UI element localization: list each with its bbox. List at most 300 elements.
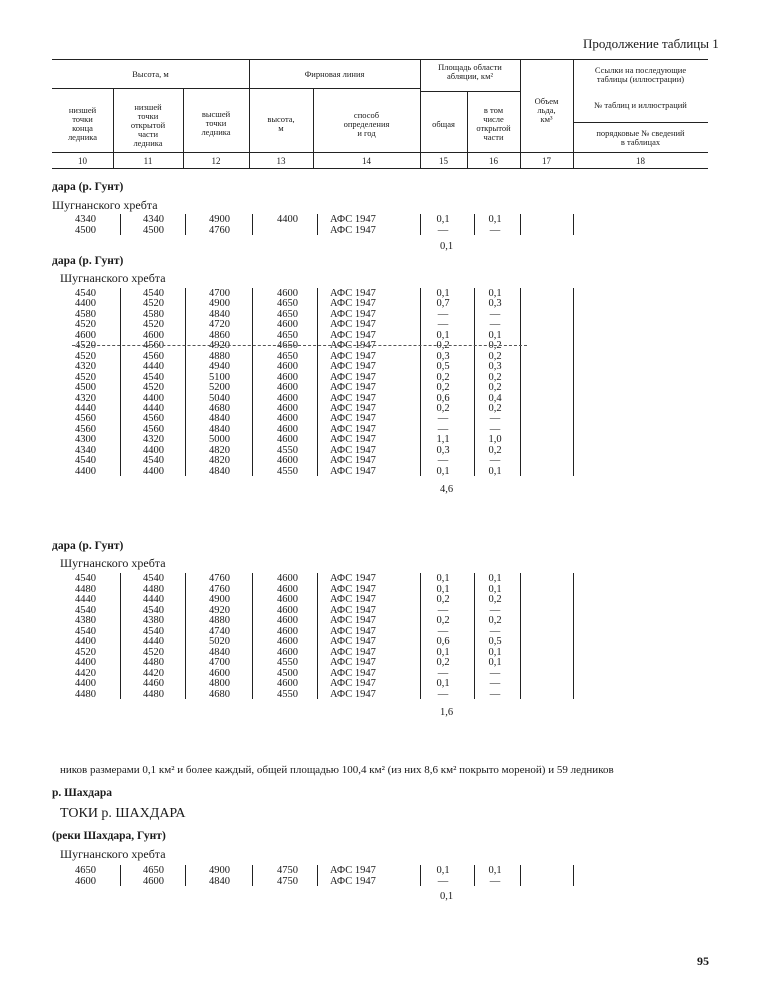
cell-area-total: 0,5: [436, 361, 450, 373]
cell-area-total: 0,1: [436, 465, 450, 477]
column-separator: [185, 288, 186, 476]
column-separator: [317, 288, 318, 476]
column-separator: [474, 865, 475, 886]
cell-method: АФС 1947: [330, 319, 376, 331]
col-number: 11: [143, 156, 153, 166]
cell-method: АФС 1947: [330, 224, 376, 236]
cell-high: 4880: [209, 350, 230, 362]
cell-method: АФС 1947: [330, 657, 376, 668]
header-mid-rule-left: [52, 88, 420, 89]
cell-low-open: 4650: [143, 865, 164, 876]
cell-low-end: 4320: [75, 361, 96, 373]
cell-firn-height: 4600: [277, 573, 298, 584]
cell-high: 4840: [209, 308, 230, 320]
cell-area-open: 0,3: [488, 298, 502, 310]
cell-low-open: 4440: [143, 361, 164, 373]
column-separator: [420, 288, 421, 476]
cell-firn-height: 4600: [277, 382, 298, 394]
column-separator: [573, 573, 574, 699]
cell-low-open: 4520: [143, 319, 164, 331]
cell-low-open: 4400: [143, 392, 164, 404]
cell-low-open: 4440: [143, 402, 164, 414]
column-separator: [252, 865, 253, 886]
cell-low-open: 4480: [143, 657, 164, 668]
cell-high: 4700: [209, 657, 230, 668]
cell-firn-height: 4550: [277, 688, 298, 700]
section-title: дара (р. Гунт): [52, 181, 124, 193]
section-title: дара (р. Гунт): [52, 540, 124, 552]
header-mid-rule-area: [420, 91, 520, 92]
cell-firn-height: 4600: [277, 371, 298, 383]
cell-area-open: 0,1: [488, 214, 502, 225]
cell-firn-height: 4600: [277, 646, 298, 658]
cell-area-total: —: [437, 688, 449, 700]
column-separator: [185, 865, 186, 886]
cell-area-total: 0,1: [436, 288, 450, 299]
cell-method: АФС 1947: [330, 288, 376, 299]
section-total: 1,6: [440, 707, 454, 718]
cell-method: АФС 1947: [330, 615, 376, 626]
group-area: Площадь области абляции, км²: [438, 62, 502, 81]
cell-firn-height: 4550: [277, 465, 298, 477]
cell-low-end: 4440: [75, 402, 96, 414]
cell-firn-height: 4750: [277, 865, 298, 876]
section-subtitle: Шугнанского хребта: [60, 556, 166, 570]
cell-method: АФС 1947: [330, 308, 376, 320]
cell-area-open: 0,2: [488, 382, 502, 394]
cell-low-end: 4520: [75, 371, 96, 383]
cell-area-total: —: [437, 423, 449, 435]
cell-low-open: 4480: [143, 688, 164, 700]
cell-area-open: 0,2: [488, 350, 502, 362]
cell-method: АФС 1947: [330, 455, 376, 467]
cell-low-end: 4560: [75, 413, 96, 425]
cell-area-open: 0,2: [488, 371, 502, 383]
cell-firn-height: 4600: [277, 319, 298, 331]
cell-low-end: 4400: [75, 636, 96, 647]
cell-high: 5020: [209, 636, 230, 647]
column-separator: [573, 214, 574, 235]
cell-area-total: 0,2: [436, 371, 450, 383]
cell-low-end: 4540: [75, 455, 96, 467]
cell-firn-height: 4550: [277, 444, 298, 456]
cell-method: АФС 1947: [330, 298, 376, 310]
cell-high: 4900: [209, 214, 230, 225]
cell-area-open: 0,1: [488, 646, 502, 658]
cell-high: 4840: [209, 875, 230, 887]
col-header-13: высота, м: [267, 114, 295, 133]
cell-high: 4900: [209, 865, 230, 876]
cell-area-open: 0,1: [488, 288, 502, 299]
cell-low-end: 4340: [75, 444, 96, 456]
cell-area-open: —: [489, 319, 501, 331]
cell-firn-height: 4500: [277, 667, 298, 679]
cell-low-end: 4540: [75, 625, 96, 637]
cell-low-end: 4600: [75, 875, 96, 887]
cell-low-open: 4580: [143, 308, 164, 320]
cell-method: АФС 1947: [330, 402, 376, 414]
cell-method: АФС 1947: [330, 382, 376, 394]
column-separator: [252, 214, 253, 235]
cell-low-end: 4320: [75, 392, 96, 404]
cell-area-total: —: [437, 455, 449, 467]
cell-area-open: 0,1: [488, 465, 502, 477]
header-mid-rule-refs: [573, 122, 708, 123]
column-separator: [474, 573, 475, 699]
cell-low-open: 4540: [143, 573, 164, 584]
column-separator: [520, 573, 521, 699]
group-ice: Объем льда, км³: [534, 96, 559, 124]
cell-low-end: 4540: [75, 288, 96, 299]
cell-area-total: —: [437, 413, 449, 425]
cell-area-total: 0,2: [436, 382, 450, 394]
cell-area-total: 0,2: [436, 402, 450, 414]
cell-low-open: 4460: [143, 678, 164, 689]
cell-firn-height: 4600: [277, 594, 298, 605]
header-number-rule: [52, 168, 708, 169]
cell-method: АФС 1947: [330, 688, 376, 700]
cell-method: АФС 1947: [330, 434, 376, 446]
cell-area-open: 0,3: [488, 361, 502, 373]
cell-area-total: 0,1: [436, 678, 450, 689]
cell-area-total: 0,3: [436, 350, 450, 362]
cell-firn-height: 4650: [277, 329, 298, 341]
cell-low-open: 4560: [143, 413, 164, 425]
cell-low-open: 4540: [143, 604, 164, 616]
cell-area-total: 0,1: [436, 573, 450, 584]
cell-firn-height: 4600: [277, 604, 298, 616]
cell-method: АФС 1947: [330, 636, 376, 647]
col-header-18a: № таблиц и иллюстраций: [594, 100, 687, 110]
cell-area-total: —: [437, 224, 449, 236]
cell-area-total: —: [437, 308, 449, 320]
cell-method: АФС 1947: [330, 350, 376, 362]
group-firn: Фирновая линия: [304, 69, 365, 79]
cell-low-open: 4440: [143, 636, 164, 647]
col-header-18b: порядковые № сведений в таблицах: [596, 128, 685, 147]
cell-low-open: 4440: [143, 594, 164, 605]
section-subtitle: Шугнанского хребта: [52, 198, 158, 212]
column-separator: [573, 288, 574, 476]
cell-area-open: —: [489, 308, 501, 320]
cell-firn-height: 4650: [277, 308, 298, 320]
cell-area-total: 0,3: [436, 444, 450, 456]
basin-toki: ТОКИ р. ШАХДАРА: [60, 806, 186, 821]
group-refs: Ссылки на последующие таблицы (иллюстрации): [594, 65, 687, 84]
cell-high: 4820: [209, 455, 230, 467]
cell-high: 4920: [209, 604, 230, 616]
cell-method: АФС 1947: [330, 865, 376, 876]
cell-area-open: —: [489, 667, 501, 679]
cell-low-end: 4500: [75, 382, 96, 394]
cell-high: 4760: [209, 583, 230, 595]
continuation-title: Продолжение таблицы 1: [583, 36, 719, 51]
cell-high: 4900: [209, 298, 230, 310]
cell-high: 5040: [209, 392, 230, 404]
cell-high: 4760: [209, 573, 230, 584]
col-number: 16: [489, 156, 498, 166]
cell-low-open: 4520: [143, 298, 164, 310]
cell-low-end: 4520: [75, 340, 96, 352]
cell-method: АФС 1947: [330, 583, 376, 595]
cell-area-open: 1,0: [488, 434, 502, 446]
cell-area-open: 0,1: [488, 573, 502, 584]
cell-high: 4600: [209, 667, 230, 679]
cell-low-end: 4540: [75, 573, 96, 584]
cell-method: АФС 1947: [330, 667, 376, 679]
column-separator: [520, 288, 521, 476]
cell-low-end: 4500: [75, 224, 96, 236]
cell-area-total: 0,2: [436, 340, 450, 352]
cell-low-end: 4520: [75, 319, 96, 331]
cell-low-open: 4400: [143, 444, 164, 456]
cell-low-end: 4520: [75, 350, 96, 362]
cell-low-end: 4520: [75, 646, 96, 658]
cell-area-open: —: [489, 455, 501, 467]
cell-low-end: 4400: [75, 298, 96, 310]
col-number: 14: [362, 156, 371, 166]
cell-method: АФС 1947: [330, 573, 376, 584]
cell-area-open: 0,1: [488, 583, 502, 595]
col-number: 12: [211, 156, 221, 166]
cell-firn-height: 4600: [277, 625, 298, 637]
cell-low-open: 4340: [143, 214, 164, 225]
cell-area-open: 0,2: [488, 594, 502, 605]
col-number: 15: [439, 156, 448, 166]
cell-low-end: 4560: [75, 423, 96, 435]
cell-area-open: 0,1: [488, 657, 502, 668]
cell-method: АФС 1947: [330, 214, 376, 225]
col-header-16: в том числе открытой части: [476, 105, 511, 142]
cell-low-end: 4650: [75, 865, 96, 876]
basin-river: р. Шахдара: [52, 787, 112, 799]
cell-high: 4920: [209, 340, 230, 352]
column-separator: [573, 865, 574, 886]
column-separator: [185, 214, 186, 235]
cell-firn-height: 4600: [277, 413, 298, 425]
cell-low-open: 4520: [143, 382, 164, 394]
cell-high: 4840: [209, 423, 230, 435]
basin-ridge: Шугнанского хребта: [60, 847, 166, 861]
cell-area-open: 0,2: [488, 402, 502, 414]
cell-high: 4840: [209, 413, 230, 425]
cell-area-total: —: [437, 319, 449, 331]
cell-low-end: 4340: [75, 214, 96, 225]
cell-method: АФС 1947: [330, 371, 376, 383]
cell-firn-height: 4600: [277, 583, 298, 595]
cell-method: АФС 1947: [330, 646, 376, 658]
section-title: дара (р. Гунт): [52, 255, 124, 267]
cell-low-open: 4400: [143, 465, 164, 477]
cell-area-open: 0,5: [488, 636, 502, 647]
cell-area-total: —: [437, 625, 449, 637]
section-total: 0,1: [440, 241, 454, 252]
cell-low-open: 4380: [143, 615, 164, 626]
cell-area-total: —: [437, 667, 449, 679]
cell-low-end: 4400: [75, 678, 96, 689]
cell-area-open: 0,2: [488, 340, 502, 352]
cell-high: 4700: [209, 288, 230, 299]
cell-firn-height: [252, 226, 298, 237]
cell-firn-height: 4650: [277, 298, 298, 310]
cell-high: 4720: [209, 319, 230, 331]
summary-note: ников размерами 0,1 км² и более каждый, общей площадью 100,4 км² (из них 8,6 км² покрыто мореной) и 59 ледников: [60, 764, 614, 776]
cell-low-open: 4520: [143, 646, 164, 658]
cell-method: АФС 1947: [330, 604, 376, 616]
column-separator: [317, 865, 318, 886]
cell-method: АФС 1947: [330, 444, 376, 456]
cell-low-open: 4560: [143, 340, 164, 352]
column-separator: [120, 214, 121, 235]
cell-area-open: —: [489, 625, 501, 637]
cell-method: АФС 1947: [330, 340, 376, 352]
cell-low-end: 4540: [75, 604, 96, 616]
column-separator: [120, 865, 121, 886]
cell-area-open: —: [489, 688, 501, 700]
cell-method: АФС 1947: [330, 465, 376, 477]
column-separator: [520, 214, 521, 235]
cell-area-open: 0,4: [488, 392, 502, 404]
cell-low-open: 4560: [143, 350, 164, 362]
cell-method: АФС 1947: [330, 423, 376, 435]
column-separator: [120, 288, 121, 476]
col-header-10: низшей точки конца ледника: [67, 105, 98, 142]
cell-high: 4900: [209, 594, 230, 605]
column-separator: [120, 573, 121, 699]
section-subtitle: Шугнанского хребта: [60, 271, 166, 285]
column-separator: [474, 288, 475, 476]
cell-firn-height: 4600: [277, 636, 298, 647]
cell-high: 4880: [209, 615, 230, 626]
cell-low-open: 4540: [143, 371, 164, 383]
cell-method: АФС 1947: [330, 594, 376, 605]
cell-firn-height: 4600: [277, 392, 298, 404]
cell-low-open: 4600: [143, 329, 164, 341]
header-top-rule: [52, 59, 708, 60]
cell-area-total: —: [437, 604, 449, 616]
cell-firn-height: 4750: [277, 875, 298, 887]
section-total: 4,6: [440, 484, 454, 495]
column-separator: [185, 573, 186, 699]
cell-low-open: 4600: [143, 875, 164, 887]
cell-area-open: 0,2: [488, 615, 502, 626]
column-separator: [420, 865, 421, 886]
cell-high: 5000: [209, 434, 230, 446]
column-separator: [317, 573, 318, 699]
dashed-rule: [72, 345, 527, 346]
cell-low-open: 4540: [143, 455, 164, 467]
cell-area-total: 1,1: [436, 434, 450, 446]
cell-high: 5100: [209, 371, 230, 383]
cell-low-open: 4420: [143, 667, 164, 679]
cell-low-end: 4480: [75, 688, 96, 700]
cell-low-end: 4480: [75, 583, 96, 595]
cell-area-open: —: [489, 413, 501, 425]
cell-low-end: 4420: [75, 667, 96, 679]
cell-high: 4680: [209, 402, 230, 414]
cell-low-end: 4600: [75, 329, 96, 341]
cell-firn-height: 4600: [277, 402, 298, 414]
cell-method: АФС 1947: [330, 329, 376, 341]
cell-low-end: 4580: [75, 308, 96, 320]
cell-method: АФС 1947: [330, 413, 376, 425]
cell-high: 4760: [209, 224, 230, 236]
cell-firn-height: 4650: [277, 350, 298, 362]
cell-area-open: —: [489, 678, 501, 689]
cell-high: 5200: [209, 382, 230, 394]
cell-firn-height: 4600: [277, 455, 298, 467]
page-number: 95: [697, 954, 709, 968]
cell-firn-height: 4600: [277, 434, 298, 446]
cell-high: 4740: [209, 625, 230, 637]
cell-high: 4680: [209, 688, 230, 700]
cell-area-open: —: [489, 423, 501, 435]
column-separator: [474, 214, 475, 235]
column-separator: [252, 573, 253, 699]
cell-firn-height: 4600: [277, 678, 298, 689]
cell-high: 4820: [209, 444, 230, 456]
cell-low-open: 4500: [143, 224, 164, 236]
group-height: Высота, м: [132, 69, 169, 79]
cell-area-total: 0,6: [436, 636, 450, 647]
cell-low-open: 4320: [143, 434, 164, 446]
cell-area-total: 0,7: [436, 298, 450, 310]
cell-low-open: 4480: [143, 583, 164, 595]
cell-high: 4840: [209, 646, 230, 658]
cell-method: АФС 1947: [330, 678, 376, 689]
cell-low-end: 4300: [75, 434, 96, 446]
cell-high: 4940: [209, 361, 230, 373]
cell-area-total: 0,6: [436, 392, 450, 404]
cell-area-total: 0,1: [436, 583, 450, 595]
cell-firn-height: 4600: [277, 288, 298, 299]
basin-rivers-sub: (реки Шахдара, Гунт): [52, 830, 166, 842]
column-separator: [420, 214, 421, 235]
cell-area-total: —: [437, 875, 449, 887]
cell-low-end: 4400: [75, 465, 96, 477]
cell-area-total: 0,1: [436, 214, 450, 225]
header-bottom-rule: [52, 152, 708, 153]
cell-area-open: 0,1: [488, 329, 502, 341]
col-number: 13: [276, 156, 286, 166]
cell-method: АФС 1947: [330, 875, 376, 887]
cell-low-end: 4380: [75, 615, 96, 626]
cell-area-open: 0,1: [488, 865, 502, 876]
cell-firn-height: 4650: [277, 340, 298, 352]
column-separator: [420, 573, 421, 699]
section-total: 0,1: [440, 891, 454, 902]
cell-firn-height: 4600: [277, 423, 298, 435]
cell-low-open: 4560: [143, 423, 164, 435]
cell-high: 4860: [209, 329, 230, 341]
cell-firn-height: 4600: [277, 615, 298, 626]
cell-low-open: 4540: [143, 288, 164, 299]
cell-area-total: 0,2: [436, 594, 450, 605]
cell-low-end: 4400: [75, 657, 96, 668]
column-separator: [252, 288, 253, 476]
col-number: 10: [78, 156, 87, 166]
column-separator: [317, 214, 318, 235]
col-number: 17: [542, 156, 551, 166]
cell-area-open: —: [489, 604, 501, 616]
cell-low-open: 4540: [143, 625, 164, 637]
cell-method: АФС 1947: [330, 392, 376, 404]
cell-high: 4800: [209, 678, 230, 689]
col-header-14: способ определения и год: [343, 110, 390, 138]
col-header-12: высшей точки ледника: [201, 109, 231, 137]
col-number: 18: [636, 156, 645, 166]
cell-area-open: —: [489, 224, 501, 236]
